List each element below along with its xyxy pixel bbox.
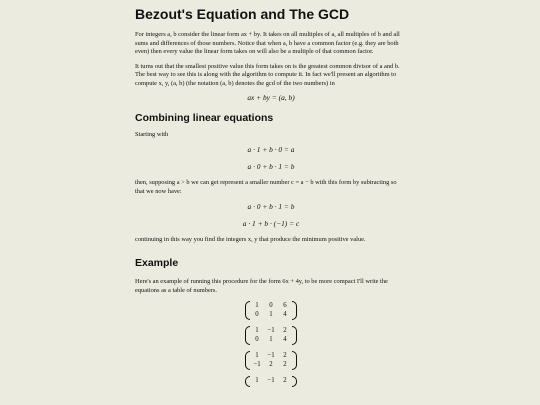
matrix-grid	[250, 376, 292, 387]
matrix-cell: 0	[269, 302, 273, 310]
equation-3: a · 0 + b · 1 = b	[247, 202, 295, 212]
right-paren	[292, 351, 297, 370]
matrix-cell: 1	[269, 336, 273, 344]
equation-4: a · 1 + b · (−1) = c	[242, 219, 300, 229]
matrix	[245, 326, 297, 345]
intro-paragraph-1: For integers a, b consider the linear form ax + by. It takes on all multiples of a, all multiples of b and all sums and differences of those numbers. Notice that when a, b have a common factor (e.g. they are both even) then every value the linear form takes on will also be a multiple of that common factor.	[135, 31, 400, 56]
matrix	[245, 351, 297, 370]
starting-text: Starting with	[135, 130, 169, 138]
document	[135, 0, 407, 387]
matrix-cell: −1	[253, 361, 261, 369]
intro-paragraph-2: It turns out that the smallest positive value this form takes on is the greatest common divisor of a and b. The best way to see this is along with the algorithm to compute it. In fact we'll present an algorithm to compute x, y, (a, b) (the notation (a, b) denotes the gcd of the two numbers) in	[135, 62, 400, 87]
matrix-cell: 0	[255, 336, 259, 344]
matrix-cell: 2	[283, 352, 287, 360]
matrix-cell: 2	[283, 377, 287, 385]
matrix-cell: 6	[283, 302, 287, 310]
then-paragraph: then, supposing a > b we can get represent a smaller number c = a − b with this form by subtracting so that we now have:	[135, 179, 397, 195]
matrix-grid	[250, 326, 292, 345]
right-paren	[292, 301, 297, 320]
matrix-cell: 2	[283, 361, 287, 369]
matrix	[245, 376, 297, 387]
matrix	[245, 301, 297, 320]
matrix-cell: 2	[283, 327, 287, 335]
section-heading-example: Example	[135, 256, 179, 269]
main-equation: ax + by = (a, b)	[247, 92, 295, 102]
right-paren	[292, 326, 297, 345]
matrix-cell: 1	[255, 327, 259, 335]
matrix-cell: −1	[267, 377, 275, 385]
page-title: Bezout's Equation and The GCD	[135, 6, 350, 22]
matrix-cell: 1	[255, 302, 259, 310]
matrix-list	[135, 301, 407, 387]
example-paragraph: Here's an example of running this procedure for the form 6x + 4y, to be more compact I'll write the equations as a table of numbers.	[135, 277, 388, 294]
matrix-cell: −1	[267, 327, 275, 335]
matrix-cell: 1	[255, 352, 259, 360]
matrix-cell: 4	[283, 336, 287, 344]
matrix-cell: 0	[255, 311, 259, 319]
matrix-cell: 1	[269, 311, 273, 319]
matrix-grid	[250, 351, 292, 370]
equation-2: a · 0 + b · 1 = b	[247, 162, 295, 172]
equation-1: a · 1 + b · 0 = a	[247, 145, 295, 155]
matrix-cell: 2	[269, 361, 273, 369]
continuing-paragraph: continuing in this way you find the integers x, y that produce the minimum positive value.	[135, 236, 366, 244]
matrix-grid	[250, 301, 292, 320]
matrix-cell: 4	[283, 311, 287, 319]
right-paren	[292, 376, 297, 387]
matrix-cell: 1	[255, 377, 259, 385]
section-heading-combining: Combining linear equations	[135, 111, 274, 124]
matrix-cell: −1	[267, 352, 275, 360]
